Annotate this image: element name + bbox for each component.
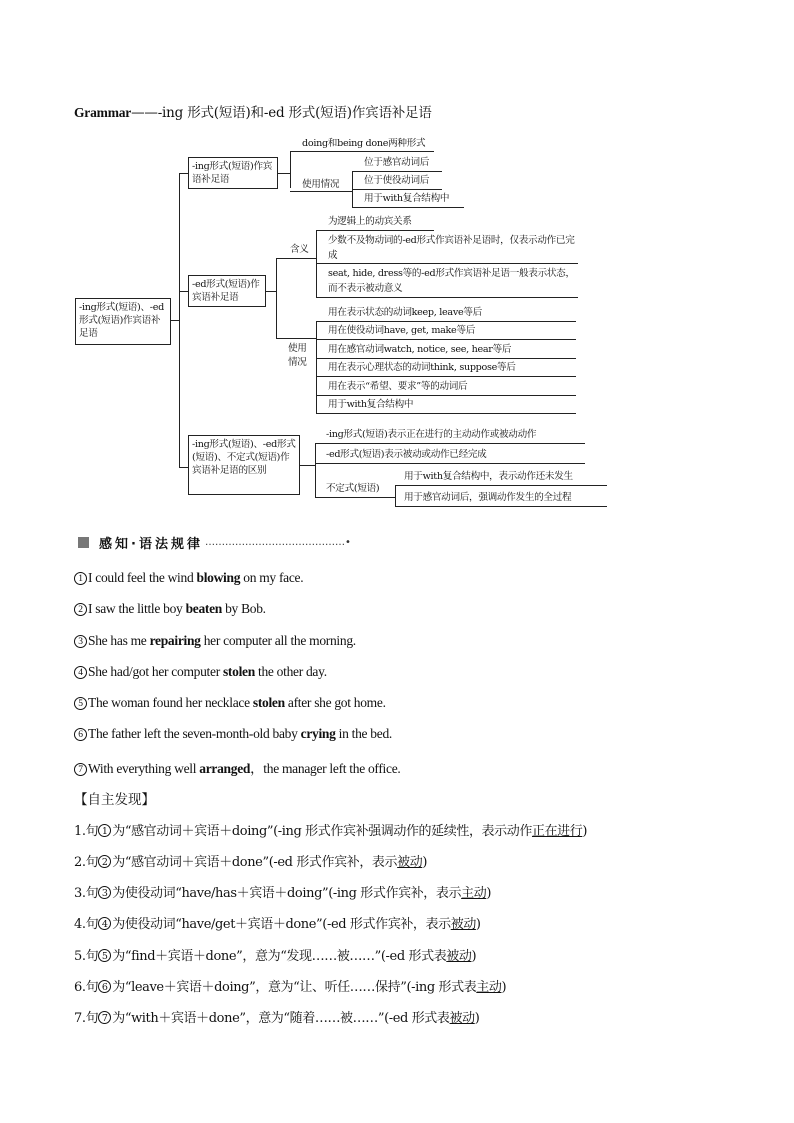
example-item: 1 I could feel the wind blowing on my face. [74,570,303,586]
ed-usage-3: 用在感官动词watch, notice, see, hear等后 [328,344,512,355]
example-keyword: blowing [196,570,241,585]
branch-diff-stub [179,467,188,468]
ed-meaning-label: 含义 [290,244,309,255]
ing-usage-1-line [352,171,442,172]
diff-ing: -ing形式(短语)表示正在进行的主动动作或被动动作 [326,429,537,440]
diff-stub [300,465,315,466]
rule-item: 1.句 1 为“感官动词＋宾语＋doing”(-ing 形式作宾补强调动作的延续性，表示动作正在进行) [74,824,588,839]
rule-answer: 被动 [449,1011,475,1026]
ing-usage-3-line [352,207,464,208]
rule-answer: 被动 [397,855,423,870]
example-keyword: stolen [252,695,285,710]
rule-ref: 2 [98,855,111,868]
rule-answer: 主动 [461,886,487,901]
diff-inf-line [315,497,395,498]
example-keyword: crying [300,726,336,741]
ed-meaning-1-line [316,230,434,231]
ed-usage-5-line [316,395,576,396]
ing-usage-line [290,191,352,192]
ed-meaning-3-line [316,297,578,298]
root-box: -ing形式(短语)、-ed形式(短语)作宾语补足语 [75,298,171,345]
ed-meaning-line [276,258,316,259]
example-number: 7 [74,763,87,776]
ed-meaning-1: 为逻辑上的动宾关系 [328,216,412,227]
ed-usage-6-line [316,413,576,414]
rule-item: 2.句 2 为“感官动词＋宾语＋done”(-ed 形式作宾补，表示被动) [74,855,428,870]
rule-item: 5.句 5 为“find＋宾语＋done”，意为“发现……被……”(-ed 形式表被动) [74,949,477,964]
ing-forms-line [290,151,434,152]
ed-usage-line [276,338,316,339]
ed-meaning-2-line [316,263,578,264]
discovery-title: 【自主发现】 [74,792,155,808]
title-rest: -ing 形式(短语)和-ed 形式(短语)作宾语补足语 [157,105,432,121]
ing-usage-2-line [352,189,442,190]
branch-ing-stub [179,173,188,174]
diff-box: -ing形式(短语)、-ed形式(短语)、不定式(短语)作宾语补足语的区别 [188,435,300,495]
rule-ref: 6 [98,980,111,993]
ing-usage-2: 位于使役动词后 [364,175,430,186]
example-number: 5 [74,697,87,710]
example-keyword: repairing [149,633,201,648]
rule-ref: 1 [98,824,111,837]
ed-meaning-2: 少数不及物动词的-ed形式作宾语补足语时，仅表示动作已完成 [328,235,575,261]
diff-ed: -ed形式(短语)表示被动或动作已经完成 [326,449,487,460]
ed-usage-2-line [316,339,576,340]
ed-usage-6: 用于with复合结构中 [328,399,414,410]
ed-usage-1-line [316,321,576,322]
diff-inf-label: 不定式(短语) [326,483,380,494]
rule-item: 7.句 7 为“with＋宾语＋done”，意为“随着……被……”(-ed 形式表被动) [74,1011,480,1026]
diff-ing-line [315,443,585,444]
root-stub [170,320,180,321]
branch-ed-stub [179,291,188,292]
example-keyword: stolen [222,664,255,679]
rule-answer: 被动 [450,917,476,932]
example-number: 2 [74,603,87,616]
diff-inf-2: 用于感官动词后，强调动作发生的全过程 [404,492,572,503]
ed-usage-5: 用在表示“希望、要求”等的动词后 [328,381,468,392]
ed-meaning-3: seat, hide, dress等的-ed形式作宾语补足语一般表示状态，而不表示被动意义 [328,268,575,294]
section-title: 感知·语法规律 [99,537,203,552]
ed-usage-connector [316,321,317,413]
diff-inf-1-line [395,485,607,486]
example-keyword: arranged [199,761,251,776]
ing-usage-label: 使用情况 [302,179,340,190]
ing-usage-3: 用于with复合结构中 [364,193,450,204]
diff-inf-1: 用于with复合结构中，表示动作还未发生 [404,471,573,482]
title-bold: Grammar [74,105,132,120]
rule-ref: 4 [98,917,111,930]
ed-usage-4: 用在表示心理状态的动词think, suppose等后 [328,362,516,373]
ing-forms: doing和being done两种形式 [302,138,426,149]
example-item: 6 The father left the seven-month-old baby crying in the bed. [74,726,392,742]
ed-meaning-connector [316,230,317,298]
section-heading [78,533,351,552]
rule-ref: 3 [98,886,111,899]
ed-stub [266,291,276,292]
example-number: 4 [74,666,87,679]
ed-box: -ed形式(短语)作宾语补足语 [188,275,266,307]
example-keyword: beaten [185,601,223,616]
example-item: 7 With everything well arranged，the manager left the office. [74,757,400,777]
rule-ref: 7 [98,1011,111,1024]
rule-answer: 被动 [446,949,472,964]
example-item: 2 I saw the little boy beaten by Bob. [74,601,266,617]
ing-usage-1: 位于感官动词后 [364,157,430,168]
section-dots: ……………………………………• [204,537,351,548]
rule-item: 3.句 3 为使役动词“have/has＋宾语＋doing”(-ing 形式作宾补，表示主动) [74,886,491,901]
example-item: 5 The woman found her necklace stolen after she got home. [74,695,386,711]
rule-answer: 正在进行 [531,824,583,839]
ed-usage-label: 使用情况 [288,343,307,368]
ed-usage-4-line [316,376,576,377]
rule-answer: 主动 [476,980,502,995]
ing-stub [278,173,290,174]
diff-inf-connector [395,485,396,507]
example-item: 3 She has me repairing her computer all the morning. [74,633,356,649]
rule-item: 4.句 4 为使役动词“have/get＋宾语＋done”(-ed 形式作宾补，表示被动) [74,917,481,932]
ing-connector [290,151,291,188]
example-number: 3 [74,635,87,648]
grammar-mindmap [0,0,794,520]
ed-connector [276,258,277,338]
example-number: 1 [74,572,87,585]
diff-inf-2-line [395,506,607,507]
diff-connector [315,443,316,498]
ing-box: -ing形式(短语)作宾语补足语 [188,157,278,189]
diff-ed-line [315,463,585,464]
example-number: 6 [74,728,87,741]
section-square-icon [78,537,89,548]
example-item: 4 She had/got her computer stolen the other day. [74,664,327,680]
rule-ref: 5 [98,949,111,962]
ed-usage-3-line [316,358,576,359]
ed-usage-2: 用在使役动词have, get, make等后 [328,325,476,336]
title-dash: —— [131,105,158,121]
ed-usage-1: 用在表示状态的动词keep, leave等后 [328,307,482,318]
rule-item: 6.句 6 为“leave＋宾语＋doing”，意为“让、听任……保持”(-ing 形式表主动) [74,980,507,995]
